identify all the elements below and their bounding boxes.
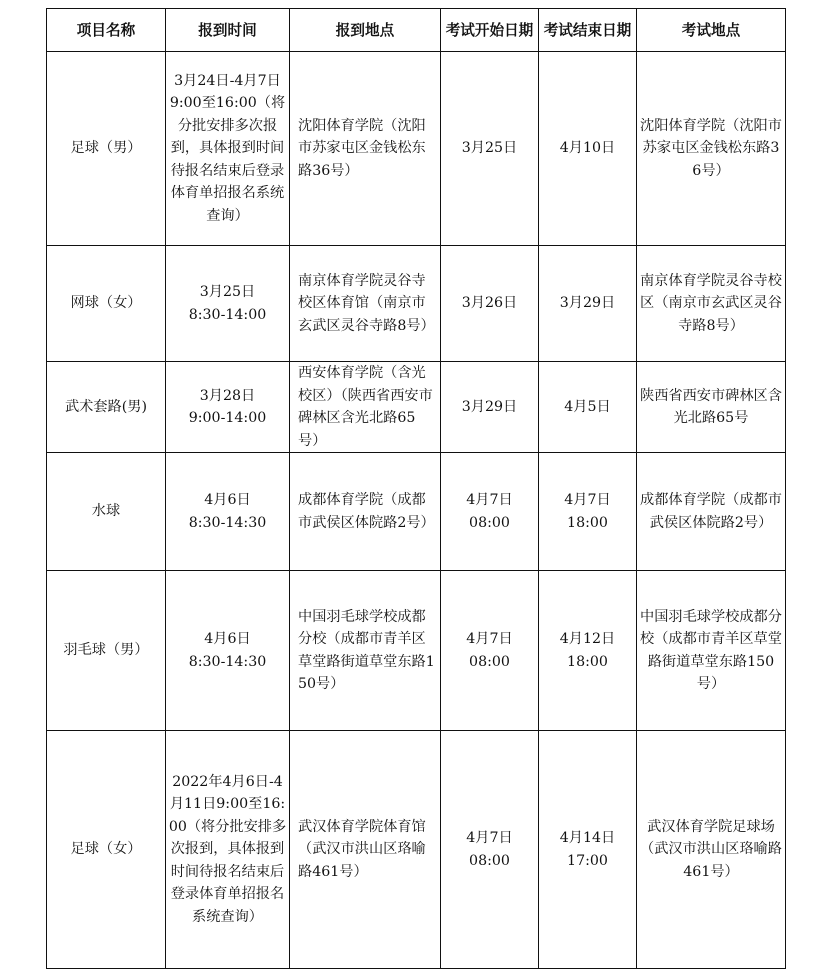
table-row — [47, 52, 786, 246]
exam-place-cell: 中国羽毛球学校成都分校（成都市青羊区草堂路街道草堂东路150号） — [637, 571, 786, 731]
event-cell: 武术套路(男) — [47, 362, 166, 453]
exam-place-cell: 南京体育学院灵谷寺校区（南京市玄武区灵谷寺路8号） — [637, 246, 786, 362]
exam-start-cell: 3月26日 — [441, 246, 539, 362]
exam-end-cell: 4月7日 18:00 — [539, 453, 637, 571]
table-row — [47, 731, 786, 969]
checkin-place-cell: 西安体育学院（含光校区）（陕西省西安市碑林区含光北路65号） — [290, 362, 441, 453]
exam-place-cell: 沈阳体育学院（沈阳市苏家屯区金钱松东路36号） — [637, 52, 786, 246]
registration-schedule-table — [46, 8, 786, 969]
checkin-time-cell: 3月28日 9:00-14:00 — [166, 362, 290, 453]
exam-end-cell: 4月10日 — [539, 52, 637, 246]
column-header-exam-place: 考试地点 — [637, 9, 786, 52]
event-cell: 足球（男） — [47, 52, 166, 246]
exam-start-cell: 3月29日 — [441, 362, 539, 453]
checkin-place-cell: 武汉体育学院体育馆（武汉市洪山区珞喻路461号） — [290, 731, 441, 969]
checkin-time-cell: 2022年4月6日-4月11日9:00至16:00（将分批安排多次报到，具体报到时间待报名结束后登录体育单招报名系统查询） — [166, 731, 290, 969]
exam-start-cell: 4月7日 08:00 — [441, 731, 539, 969]
checkin-time-cell: 4月6日 8:30-14:30 — [166, 571, 290, 731]
exam-end-cell: 4月12日 18:00 — [539, 571, 637, 731]
exam-end-cell: 4月14日 17:00 — [539, 731, 637, 969]
checkin-time-cell: 3月24日-4月7日9:00至16:00（将分批安排多次报到，具体报到时间待报名结束后登录体育单招报名系统查询） — [166, 52, 290, 246]
exam-place-cell: 陕西省西安市碑林区含光北路65号 — [637, 362, 786, 453]
exam-start-cell: 4月7日 08:00 — [441, 571, 539, 731]
checkin-place-cell: 南京体育学院灵谷寺校区体育馆（南京市玄武区灵谷寺路8号） — [290, 246, 441, 362]
checkin-place-cell: 成都体育学院（成都市武侯区体院路2号） — [290, 453, 441, 571]
event-cell: 网球（女） — [47, 246, 166, 362]
exam-end-cell: 3月29日 — [539, 246, 637, 362]
header-row — [47, 9, 786, 52]
checkin-time-cell: 3月25日 8:30-14:00 — [166, 246, 290, 362]
table-row — [47, 246, 786, 362]
column-header-checkin-place: 报到地点 — [290, 9, 441, 52]
exam-place-cell: 成都体育学院（成都市武侯区体院路2号） — [637, 453, 786, 571]
table-row — [47, 453, 786, 571]
table-row — [47, 571, 786, 731]
exam-start-cell: 3月25日 — [441, 52, 539, 246]
event-cell: 足球（女） — [47, 731, 166, 969]
column-header-exam-start: 考试开始日期 — [441, 9, 539, 52]
exam-place-cell: 武汉体育学院足球场（武汉市洪山区珞喻路461号） — [637, 731, 786, 969]
checkin-place-cell: 沈阳体育学院（沈阳市苏家屯区金钱松东路36号） — [290, 52, 441, 246]
table-row — [47, 362, 786, 453]
exam-end-cell: 4月5日 — [539, 362, 637, 453]
checkin-time-cell: 4月6日 8:30-14:30 — [166, 453, 290, 571]
column-header-event: 项目名称 — [47, 9, 166, 52]
event-cell: 水球 — [47, 453, 166, 571]
checkin-place-cell: 中国羽毛球学校成都分校（成都市青羊区草堂路街道草堂东路150号） — [290, 571, 441, 731]
event-cell: 羽毛球（男） — [47, 571, 166, 731]
column-header-exam-end: 考试结束日期 — [539, 9, 637, 52]
column-header-checkin-time: 报到时间 — [166, 9, 290, 52]
exam-start-cell: 4月7日 08:00 — [441, 453, 539, 571]
